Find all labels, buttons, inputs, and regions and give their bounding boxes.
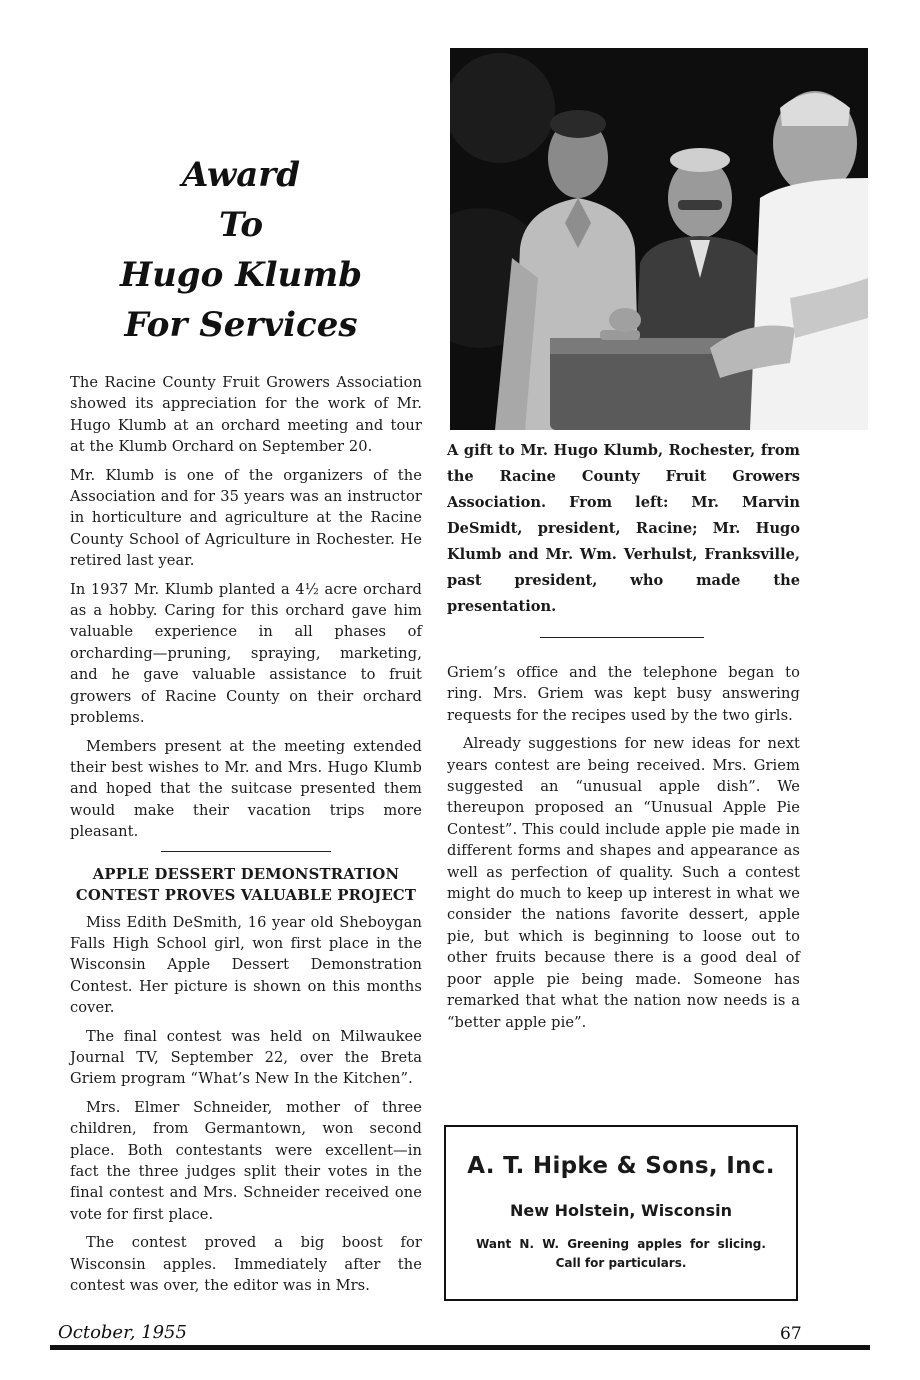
- ad-location: New Holstein, Wisconsin: [510, 1201, 732, 1220]
- page-number: 67: [780, 1324, 802, 1344]
- right-column: [447, 662, 800, 1040]
- title-line: To: [218, 205, 264, 245]
- article-paragraph: Mrs. Elmer Schneider, mother of three children, from Germantown, won second place. Both contestants were excellent—in fact the three judges split their votes in the final contest and Mrs. Schneider received one vote for first place.: [70, 1098, 422, 1223]
- title-line: Hugo Klumb: [119, 255, 363, 295]
- footer-rule: [50, 1345, 870, 1350]
- article-paragraph: The contest proved a big boost for Wisconsin apples. Immediately after the contest was over, the editor was in Mrs.: [70, 1234, 422, 1295]
- article-paragraph: Members present at the meeting extended their best wishes to Mr. and Mrs. Hugo Klumb and hoped that the suitcase presented them would make their vacation trips more pleasant.: [70, 737, 422, 841]
- title-line: Award: [182, 155, 300, 195]
- article-title: [70, 150, 422, 350]
- ad-text: Want N. W. Greening apples for slicing.: [476, 1237, 766, 1251]
- photo-caption: A gift to Mr. Hugo Klumb, Rochester, from the Racine County Fruit Growers Association. From left: Mr. Marvin DeSmidt, president, Racine; Mr. Hugo Klumb and Mr. Wm. Verhulst, Franksville, past president, who made the presentation.: [447, 442, 800, 615]
- section-divider: [161, 851, 331, 852]
- article-paragraph: In 1937 Mr. Klumb planted a 4½ acre orchard as a hobby. Caring for this orchard gave him valuable experience in all phases of orcharding—pruning, spraying, marketing, and he gave valuable assistance to fruit growers of Racine County on their orchard problems.: [70, 580, 422, 727]
- presentation-photo: [450, 48, 868, 430]
- ad-text: Call for particulars.: [555, 1256, 687, 1270]
- ad-company-name: A. T. Hipke & Sons, Inc.: [467, 1153, 775, 1179]
- section-heading: APPLE DESSERT DEMONSTRATION CONTEST PROVES VALUABLE PROJECT: [75, 865, 417, 904]
- issue-date: October, 1955: [58, 1322, 187, 1343]
- left-column: [70, 150, 422, 1303]
- article-paragraph: Griem’s office and the telephone began to ring. Mrs. Griem was kept busy answering requests for the recipes used by the two girls.: [447, 664, 800, 724]
- title-line: For Services: [124, 305, 358, 345]
- article-paragraph: The Racine County Fruit Growers Association showed its appreciation for the work of Mr. Hugo Klumb at an orchard meeting and tour at the Klumb Orchard on September 20.: [70, 374, 422, 456]
- column-divider: [540, 637, 704, 638]
- photo-illustration: [450, 48, 868, 430]
- article-paragraph: Miss Edith DeSmith, 16 year old Sheboygan Falls High School girl, won first place in the Wisconsin Apple Dessert Demonstration Contest. Her picture is shown on this months cover.: [70, 913, 422, 1017]
- article-paragraph: Already suggestions for new ideas for next years contest are being received. Mrs. Griem suggested an “unusual apple dish”. We thereupon proposed an “Unusual Apple Pie Contest”. This could include apple pie made in different forms and shapes and appearance as well as perfection of quality. Such a contest might do much to keep up interest in what we consider the nations favorite dessert, apple pie, but which is beginning to loose out to other fruits because there is a good deal of poor apple pie being made. Someone has remarked that what the nation now needs is a “better apple pie”.: [447, 735, 800, 1031]
- article-paragraph: The final contest was held on Milwaukee Journal TV, September 22, over the Breta Griem program “What’s New In the Kitchen”.: [70, 1027, 422, 1088]
- advertisement-box: [444, 1125, 798, 1301]
- article-paragraph: Mr. Klumb is one of the organizers of the Association and for 35 years was an instructor in horticulture and agriculture at the Racine County School of Agriculture in Rochester. He retired last year.: [70, 466, 422, 570]
